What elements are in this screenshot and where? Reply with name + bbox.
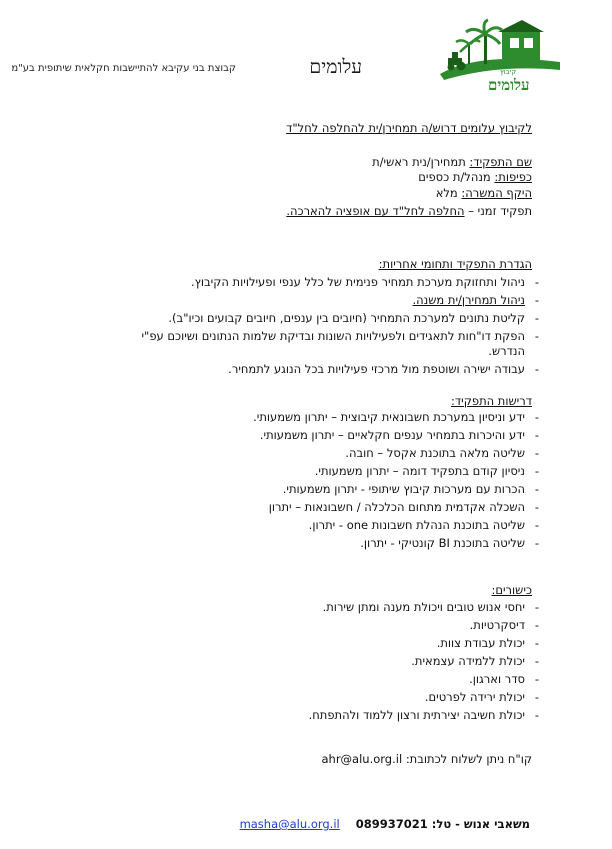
role-value: תמחירן/נית ראשי/ת	[372, 155, 470, 169]
list-item: - ידע וניסיון במערכת חשבונאית קיבוצית – יתרון משמעותי.	[253, 410, 539, 424]
list-item: - ניסיון קודם בתפקיד דומה – יתרון משמעותי.	[314, 464, 539, 478]
scope-label: היקף המשרה:	[461, 186, 532, 200]
role-label: שם התפקיד:	[469, 155, 532, 169]
skills-list	[308, 600, 539, 723]
requirements-list	[253, 410, 539, 551]
list-item: - שליטה מלאה בתוכנת אקסל – חובה.	[345, 446, 539, 460]
temp-value: החלפה לחל"ד עם אופציה להארכה.	[286, 204, 465, 218]
footer	[240, 817, 530, 831]
skills-heading: כישורים:	[491, 583, 532, 597]
list-item-continued: הנדרש.	[488, 344, 525, 358]
list-item: - יחסי אנוש טובים ויכולת מענה ומתן שירות.	[322, 600, 539, 614]
temp-line	[286, 204, 532, 219]
reports-label: כפיפות:	[494, 170, 532, 184]
org-name: עלומים	[309, 56, 362, 78]
scope-value: מלא	[435, 186, 462, 200]
cv-email[interactable]: ahr@alu.org.il	[321, 752, 403, 766]
list-item: - קליטת נתונים למערכת התמחיר (חיובים בין ענפים, חיובים קבועים וכיו"ב).	[168, 311, 539, 325]
logo-small-text: קיבוץ	[500, 68, 517, 76]
page-title: לקיבוץ עלומים דרוש/ה תמחירן/ית להחלפה לחל"ד	[286, 121, 532, 135]
list-item: - ידע והיכרות בתמחיר ענפים חקלאיים – יתרון משמעותי.	[259, 428, 539, 442]
list-item: - יכולת ללמידה עצמאית.	[411, 654, 539, 668]
list-item: - שליטה בתוכנת הנהלת חשבונות one - יתרון.	[308, 518, 539, 532]
reports-line	[418, 170, 532, 185]
list-item: - יכולת עבודת צוות.	[436, 636, 539, 650]
logo-text: עלומים	[488, 76, 530, 94]
role-line	[372, 155, 532, 170]
temp-prefix: תפקיד זמני –	[464, 204, 532, 218]
list-item: - הכרות עם מערכות קיבוץ שיתופי - יתרון משמעותי.	[282, 482, 539, 496]
list-item: - הפקת דו"חות לתאגידים ולפעילויות השונות ובדיקת שלמות הנתונים ושיוכם עפ"י	[141, 329, 539, 343]
list-item: - שליטה בתוכנת BI קונטיקי - יתרון.	[360, 536, 539, 550]
cv-text: קו"ח ניתן לשלוח לכתובת:	[405, 752, 532, 766]
list-item: - יכולת חשיבה יצירתית ורצון ללמוד ולהתפתח.	[308, 708, 539, 722]
footer-email-link[interactable]: masha@alu.org.il	[239, 817, 340, 831]
list-item: - ניהול ותחזוקת מערכת תמחיר פנימית של כלל ענפי ופעילויות הקיבוץ.	[191, 275, 539, 289]
org-tagline: קבוצת בני עקיבא להתיישבות חקלאית שיתופית בע"מ	[11, 63, 236, 74]
list-item: - השכלה אקדמית מתחום הכלכלה / חשבונאות – יתרון	[268, 500, 539, 514]
kibbutz-logo	[438, 18, 562, 100]
definition-heading: הגדרת התפקיד ותחומי אחריות:	[378, 257, 532, 271]
list-item: - סדר וארגון.	[469, 672, 539, 686]
scope-line	[436, 186, 532, 201]
definition-list	[141, 275, 539, 377]
list-item: - ניהול תמחירן/ית משנה.	[412, 293, 539, 307]
list-item: - יכולת ירידה לפרטים.	[424, 690, 539, 704]
footer-label: משאבי אנוש - טל: 089937021	[355, 817, 530, 831]
list-item: - דיסקרטיות.	[469, 618, 539, 632]
reports-value: מנהל/ת כספים	[418, 170, 495, 184]
list-item: - עבודה ישירה ושוטפת מול מרכזי פעילויות בכל הנוגע לתמחיר.	[228, 362, 539, 376]
cv-line	[321, 752, 532, 767]
requirements-heading: דרישות התפקיד:	[451, 394, 532, 408]
